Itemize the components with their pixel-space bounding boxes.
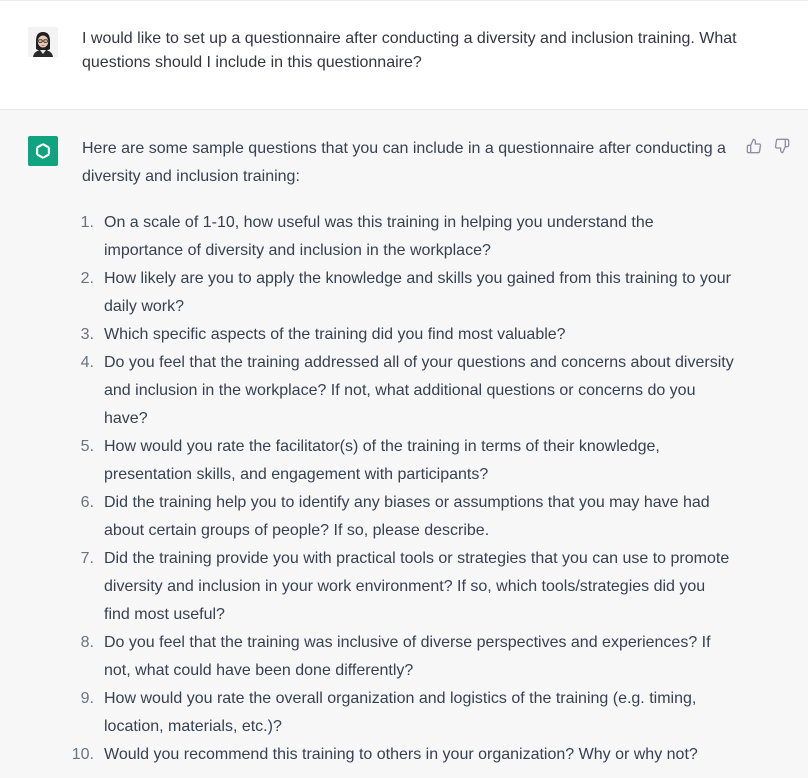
list-item xyxy=(82,545,734,629)
list-item-text: Did the training provide you with practical tools or strategies that you can use to promote diversity and inclusion in your work environment? If so, which tools/strategies did you find most useful? xyxy=(104,550,730,623)
list-item-text: On a scale of 1-10, how useful was this training in helping you understand the importance of diversity and inclusion in the workplace? xyxy=(104,214,654,259)
list-item-number: 2. xyxy=(80,270,94,287)
list-item xyxy=(82,349,734,433)
list-item-text: Which specific aspects of the training did you find most valuable? xyxy=(104,326,566,343)
list-item xyxy=(71,741,734,769)
assistant-message-row xyxy=(0,110,808,778)
user-message-row xyxy=(0,0,808,110)
list-item-text: Did the training help you to identify any biases or assumptions that you may have had about certain groups of people? If so, please describe. xyxy=(104,494,710,539)
list-item xyxy=(82,685,734,741)
list-item-number: 8. xyxy=(80,634,94,651)
list-item-number: 7. xyxy=(80,550,94,567)
openai-logo-icon xyxy=(28,136,58,166)
thumbs-down-icon xyxy=(774,138,790,154)
assistant-intro: Here are some sample questions that you can include in a questionnaire after conducting a diversity and inclusion training: xyxy=(82,140,726,185)
list-item xyxy=(82,321,734,349)
user-avatar-icon xyxy=(28,27,58,57)
list-item-number: 6. xyxy=(80,494,94,511)
list-item-text: How would you rate the facilitator(s) of the training in terms of their knowledge, presentation skills, and engagement with participants? xyxy=(104,438,660,483)
list-item xyxy=(82,209,734,265)
feedback-buttons xyxy=(746,138,790,154)
user-message-text: I would like to set up a questionnaire after conducting a diversity and inclusion training. What questions should I include in this questionnaire? xyxy=(82,30,737,71)
thumbs-up-icon xyxy=(746,138,762,154)
list-item-text: Do you feel that the training addressed all of your questions and concerns about diversity and inclusion in the workplace? If not, what additional questions or concerns do you have? xyxy=(104,354,734,427)
thumbs-down-button[interactable] xyxy=(774,138,790,154)
list-item-number: 3. xyxy=(80,326,94,343)
list-item-text: How would you rate the overall organization and logistics of the training (e.g. timing, location, materials, etc.)? xyxy=(104,690,697,735)
list-item xyxy=(82,489,734,545)
list-item-text: Do you feel that the training was inclusive of diverse perspectives and experiences? If not, what could have been done differently? xyxy=(104,634,711,679)
list-item-text: How likely are you to apply the knowledge and skills you gained from this training to your daily work? xyxy=(104,270,731,315)
list-item xyxy=(82,629,734,685)
question-list xyxy=(71,209,734,769)
list-item xyxy=(82,265,734,321)
list-item-number: 10. xyxy=(71,746,94,763)
list-item-number: 4. xyxy=(80,354,94,371)
list-item-number: 5. xyxy=(80,438,94,455)
assistant-message-body xyxy=(71,135,734,769)
thumbs-up-button[interactable] xyxy=(746,138,762,154)
list-item xyxy=(82,433,734,489)
list-item-number: 1. xyxy=(80,214,94,231)
list-item-number: 9. xyxy=(80,690,94,707)
list-item-text: Would you recommend this training to others in your organization? Why or why not? xyxy=(104,746,698,763)
